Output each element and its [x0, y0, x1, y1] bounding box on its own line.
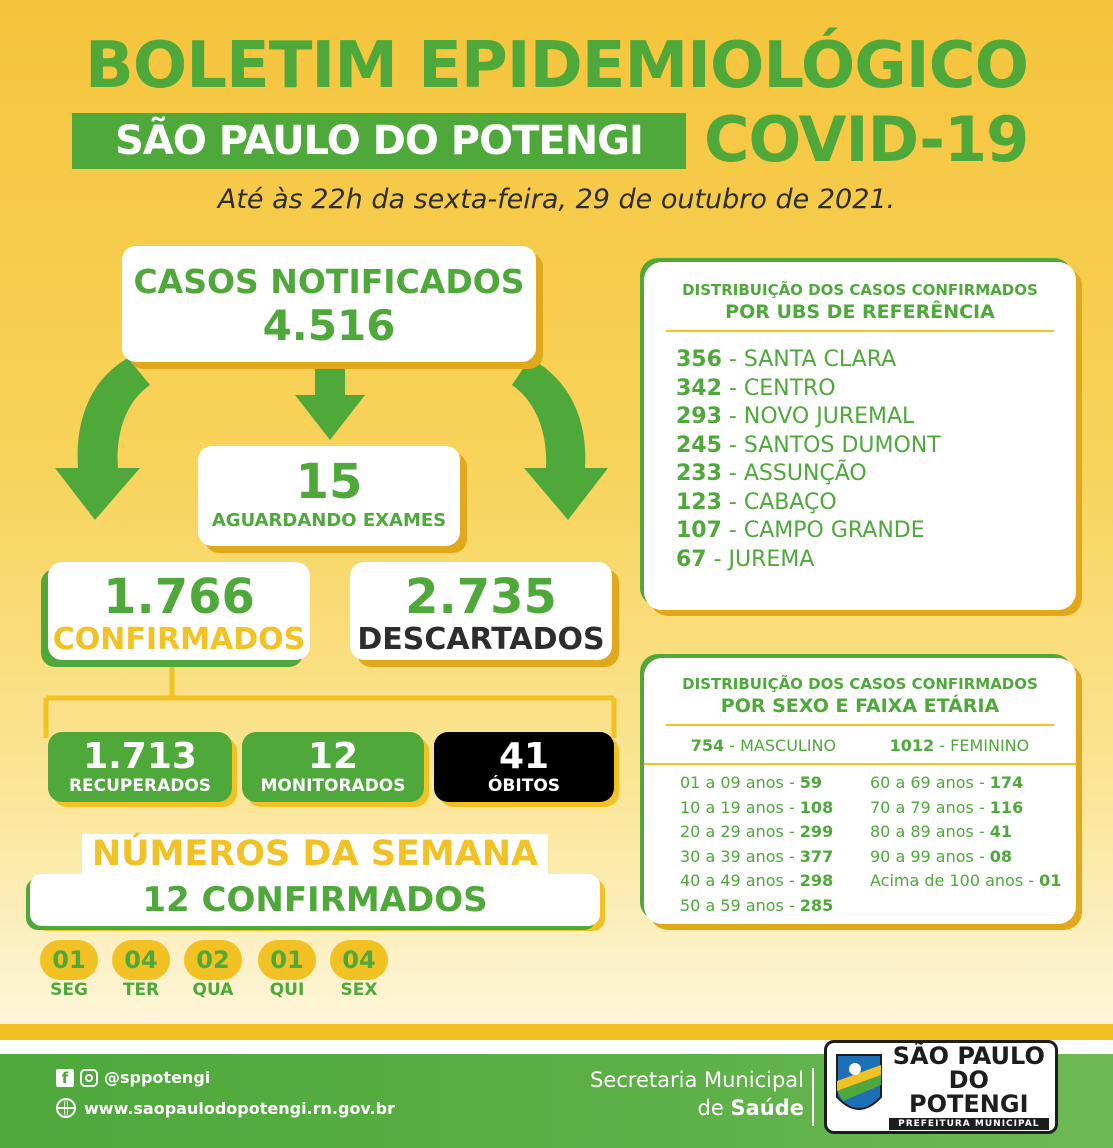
- day-value: 04: [112, 940, 170, 980]
- confirmed-label: CONFIRMADOS: [52, 622, 306, 657]
- age-panel: [644, 658, 1076, 924]
- week-day-ter: [112, 940, 170, 1000]
- week-title-wrap: [48, 836, 582, 872]
- day-value: 01: [40, 940, 98, 980]
- day-label: QUI: [269, 980, 305, 1000]
- female-count-line: 1012 - FEMININO: [889, 736, 1030, 755]
- awaiting-value: 15: [295, 454, 363, 510]
- left-arrow-icon: [55, 358, 150, 520]
- logo-line-3: PREFEITURA MUNICIPAL: [889, 1118, 1049, 1130]
- sex-divider: [644, 763, 1076, 765]
- week-day-sex: [330, 940, 388, 1000]
- secretaria-line-1: Secretaria Municipal: [590, 1068, 804, 1092]
- confirmed-card: [48, 562, 310, 660]
- right-arrow-icon: [512, 358, 608, 520]
- report-date: Até às 22h da sexta-feira, 29 de outubro de 2021.: [217, 184, 896, 215]
- instagram-icon[interactable]: [80, 1069, 98, 1087]
- age-row: 10 a 19 anos - 108: [680, 797, 834, 817]
- ubs-item: 107 - CAMPO GRANDE: [676, 518, 925, 543]
- secretaria-line-2: de Saúde: [697, 1096, 804, 1120]
- ubs-list: [676, 346, 1076, 574]
- discarded-card: [350, 562, 612, 660]
- age-row: 50 a 59 anos - 285: [680, 895, 834, 915]
- day-label: QUA: [192, 980, 234, 1000]
- age-row: 70 a 79 anos - 116: [870, 797, 1024, 817]
- monitored-label: MONITORADOS: [260, 776, 406, 796]
- week-day-seg: [40, 940, 98, 1000]
- day-value: 02: [184, 940, 242, 980]
- age-columns: [680, 771, 1076, 919]
- week-title: NÚMEROS DA SEMANA: [82, 834, 548, 874]
- ubs-item: 245 - SANTOS DUMONT: [676, 432, 941, 458]
- day-label: SEG: [50, 980, 88, 1000]
- monitored-pill: [242, 732, 424, 802]
- ubs-title-2: POR UBS DE REFERÊNCIA: [725, 301, 995, 323]
- age-row: Acima de 100 anos - 01: [870, 871, 1062, 891]
- center-arrow-icon: [295, 366, 365, 440]
- day-label: SEX: [340, 980, 378, 1000]
- age-row: 80 a 89 anos - 41: [870, 822, 1013, 842]
- day-label: TER: [122, 980, 160, 1000]
- ubs-item: 293 - NOVO JUREMAL: [676, 404, 915, 429]
- confirmed-connector: [46, 660, 614, 738]
- logo-line-2: DO POTENGI: [909, 1066, 1029, 1118]
- age-row: 40 a 49 anos - 298: [680, 871, 834, 891]
- website-row[interactable]: [56, 1098, 395, 1118]
- logo-line-1: SÃO PAULO: [892, 1042, 1045, 1070]
- age-row: 60 a 69 anos - 174: [870, 773, 1024, 792]
- notified-value: 4.516: [262, 301, 396, 350]
- footer-divider: [812, 1068, 814, 1126]
- website-link[interactable]: www.saopaulodopotengi.rn.gov.br: [84, 1098, 395, 1118]
- week-confirmed-box: [30, 874, 600, 926]
- awaiting-card: [198, 446, 460, 546]
- discarded-value: 2.735: [405, 569, 557, 625]
- recovered-pill: [48, 732, 232, 802]
- age-row: 90 a 99 anos - 08: [870, 846, 1013, 866]
- age-column-left: [680, 771, 870, 919]
- city-logo: [824, 1040, 1058, 1134]
- globe-icon: [56, 1098, 76, 1118]
- city-crest-icon: [833, 1051, 883, 1123]
- notified-card: [122, 246, 536, 362]
- deaths-label: ÓBITOS: [487, 776, 561, 796]
- ubs-panel: [644, 262, 1076, 610]
- age-divider: [666, 724, 1054, 726]
- recovered-value: 1.713: [83, 736, 197, 777]
- logo-text: [889, 1044, 1049, 1130]
- ubs-item: 342 - CENTRO: [676, 375, 836, 401]
- ubs-title-1: DISTRIBUIÇÃO DOS CASOS CONFIRMADOS: [682, 281, 1038, 299]
- city-name-banner: SÃO PAULO DO POTENGI: [72, 113, 686, 169]
- confirmed-value: 1.766: [103, 569, 255, 625]
- deaths-value: 41: [498, 736, 550, 777]
- secretaria-text: [540, 1066, 804, 1122]
- discarded-label: DESCARTADOS: [357, 622, 605, 657]
- male-count-line: 754 - MASCULINO: [690, 736, 837, 755]
- ubs-item: 233 - ASSUNÇÃO: [676, 461, 867, 486]
- bulletin-title: BOLETIM EPIDEMIOLÓGICO: [85, 29, 1028, 103]
- ubs-item: 123 - CABAÇO: [676, 489, 837, 515]
- footer-yellow-stripe: [0, 1024, 1113, 1040]
- age-row: 30 a 39 anos - 377: [680, 846, 834, 866]
- deaths-pill: [434, 732, 614, 802]
- age-title-2: POR SEXO E FAIXA ETÁRIA: [720, 695, 1000, 717]
- disease-title: COVID-19: [704, 103, 1029, 176]
- monitored-value: 12: [307, 736, 359, 777]
- social-row[interactable]: [56, 1068, 210, 1087]
- notified-label: CASOS NOTIFICADOS: [133, 262, 525, 301]
- ubs-item: 356 - SANTA CLARA: [676, 347, 897, 372]
- recovered-label: RECUPERADOS: [68, 776, 212, 796]
- ubs-divider: [666, 330, 1054, 332]
- age-column-right: [870, 771, 1061, 919]
- social-handle[interactable]: @sppotengi: [104, 1068, 211, 1087]
- facebook-icon[interactable]: f: [56, 1069, 74, 1087]
- week-confirmed: 12 CONFIRMADOS: [142, 880, 488, 920]
- week-day-qua: [184, 940, 242, 1000]
- week-day-qui: [258, 940, 316, 1000]
- age-row: 01 a 09 anos - 59: [680, 773, 823, 792]
- sex-row: [664, 736, 1056, 755]
- age-title-1: DISTRIBUIÇÃO DOS CASOS CONFIRMADOS: [682, 675, 1038, 693]
- ubs-item: 67 - JUREMA: [676, 546, 815, 572]
- awaiting-label: AGUARDANDO EXAMES: [211, 510, 447, 531]
- age-row: 20 a 29 anos - 299: [680, 822, 834, 842]
- day-value: 01: [258, 940, 316, 980]
- day-value: 04: [330, 940, 388, 980]
